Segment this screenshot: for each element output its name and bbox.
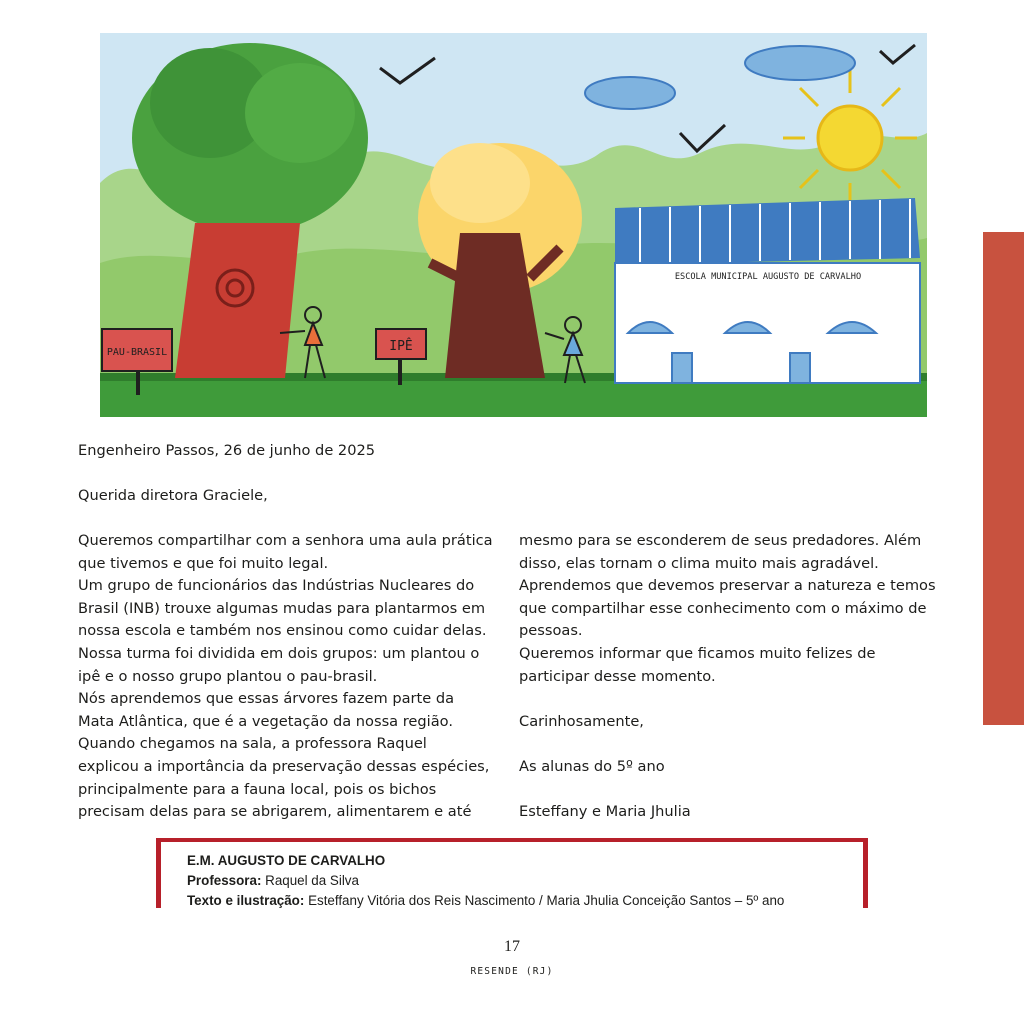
body-line: que tivemos e que foi muito legal.	[78, 554, 329, 572]
credits-teacher-label: Professora:	[187, 873, 262, 888]
page-number: 17	[504, 938, 520, 955]
body-line: Queremos informar que ficamos muito felizes de	[519, 644, 876, 662]
credits-box	[156, 838, 868, 908]
body-line: principalmente para a fauna local, pois os bichos	[78, 780, 437, 798]
letter-body-left-column	[78, 530, 498, 824]
school-sign-text: ESCOLA MUNICIPAL AUGUSTO DE CARVALHO	[674, 272, 862, 282]
body-line: explicou a importância da preservação dessas espécies,	[78, 757, 490, 775]
footer-place: RESENDE (RJ)	[470, 966, 554, 977]
body-line: mesmo para se esconderem de seus predadores. Além	[519, 532, 922, 549]
sign-paubrasil-text: PAU-BRASIL	[106, 347, 168, 358]
body-line: participar desse momento.	[519, 667, 716, 685]
signature-names: Esteffany e Maria Jhulia	[519, 803, 691, 821]
letter-body-right-column	[519, 530, 939, 824]
signature-group: As alunas do 5º ano	[519, 757, 665, 775]
body-line: Mata Atlântica, que é a vegetação da nossa região.	[78, 712, 453, 730]
body-line: Quando chegamos na sala, a professora Raquel	[78, 735, 427, 753]
body-line: Queremos compartilhar com a senhora uma aula prática	[78, 532, 493, 549]
body-line: que compartilhar esse conhecimento com o máximo de	[519, 599, 927, 617]
sun-icon	[783, 69, 917, 205]
letter-greeting: Querida diretora Graciele,	[78, 487, 268, 504]
body-line: Aprendemos que devemos preservar a natureza e temos	[519, 577, 936, 595]
body-line: nossa escola e também nos ensinou como cuidar delas.	[78, 622, 487, 640]
credits-school: E.M. AUGUSTO DE CARVALHO	[187, 853, 386, 868]
letter-closing: Carinhosamente,	[519, 712, 644, 730]
credits-authors-label: Texto e ilustração:	[187, 893, 305, 908]
credits-teacher-name: Raquel da Silva	[265, 873, 359, 888]
sign-ipe-text: IPÊ	[389, 339, 413, 354]
body-line: Um grupo de funcionários das Indústrias Nucleares do	[78, 577, 475, 595]
body-line: disso, elas tornam o clima muito mais agradável.	[519, 554, 879, 572]
children-drawing-illustration	[100, 33, 927, 417]
school-building	[615, 198, 920, 383]
credits-authors: Esteffany Vitória dos Reis Nascimento / Maria Jhulia Conceição Santos – 5º ano	[308, 893, 785, 908]
body-line: ipê e o nosso grupo plantou o pau-brasil.	[78, 667, 378, 685]
body-line: Nós aprendemos que essas árvores fazem parte da	[78, 690, 455, 708]
body-line: pessoas.	[519, 622, 583, 640]
body-line: Brasil (INB) trouxe algumas mudas para plantarmos em	[78, 599, 486, 617]
side-accent-bar	[983, 232, 1024, 725]
letter-date: Engenheiro Passos, 26 de junho de 2025	[78, 442, 376, 459]
body-line: precisam delas para se abrigarem, alimentarem e até	[78, 803, 472, 821]
body-line: Nossa turma foi dividida em dois grupos: um plantou o	[78, 644, 480, 662]
